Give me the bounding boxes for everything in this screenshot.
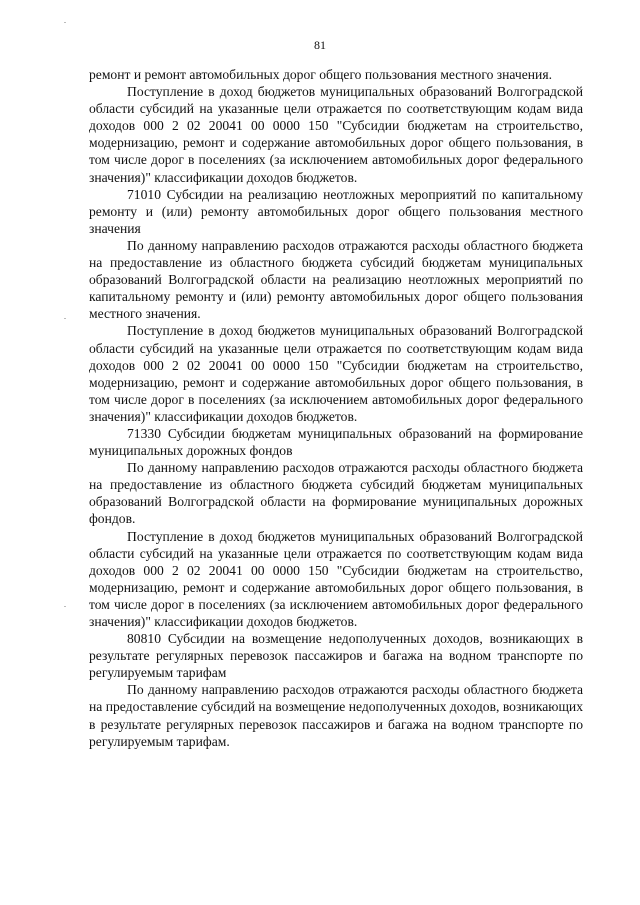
paragraph: Поступление в доход бюджетов муниципальных образований Волгоградской области субсидий на указанные цели отражается по соответствующим кодам вида доходов 000 2 02 20041 00 0000 150 "Субсидии бюджетам на строительство, модернизацию, ремонт и содержание автомобильных дорог общего пользования, в том числе дорог в поселениях (за исключением автомобильных дорог федерального значения)" классификации доходов бюджетов. xyxy=(89,323,583,424)
section-heading: 71330 Субсидии бюджетам муниципальных образований на формирование муниципальных дорожных фондов xyxy=(89,425,583,459)
scan-mark xyxy=(64,318,66,319)
paragraph: ремонт и ремонт автомобильных дорог общего пользования местного значения. xyxy=(89,67,552,82)
section-heading: 71010 Субсидии на реализацию неотложных мероприятий по капитальному ремонту и (или) ремонту автомобильных дорог общего пользования местного значения xyxy=(89,186,583,236)
scan-mark xyxy=(64,606,66,607)
paragraph: По данному направлению расходов отражаются расходы областного бюджета на предоставление из областного бюджета субсидий бюджетам муниципальных образований Волгоградской области на формирование муниципальных дорожных фондов. xyxy=(89,460,583,527)
paragraph: Поступление в доход бюджетов муниципальных образований Волгоградской области субсидий на указанные цели отражается по соответствующим кодам вида доходов 000 2 02 20041 00 0000 150 "Субсидии бюджетам на строительство, модернизацию, ремонт и содержание автомобильных дорог общего пользования, в том числе дорог в поселениях (за исключением автомобильных дорог федерального значения)" классификации доходов бюджетов. xyxy=(89,84,583,185)
document-body xyxy=(89,66,583,750)
section-heading: 80810 Субсидии на возмещение недополученных доходов, возникающих в результате регулярных перевозок пассажиров и багажа на водном транспорте по регулируемым тарифам xyxy=(89,631,583,681)
scan-mark xyxy=(64,22,66,23)
paragraph: По данному направлению расходов отражаются расходы областного бюджета на предоставление из областного бюджета субсидий бюджетам муниципальных образований Волгоградской области на реализацию неотложных мероприятий по капитальному ремонту и (или) ремонту автомобильных дорог общего пользования местного значения. xyxy=(89,237,583,322)
paragraph: По данному направлению расходов отражаются расходы областного бюджета на предоставление субсидий на возмещение недополученных доходов, возникающих в результате регулярных перевозок пассажиров и багажа на водном транспорте по регулируемым тарифам. xyxy=(89,682,583,749)
paragraph: Поступление в доход бюджетов муниципальных образований Волгоградской области субсидий на указанные цели отражается по соответствующим кодам вида доходов 000 2 02 20041 00 0000 150 "Субсидии бюджетам на строительство, модернизацию, ремонт и содержание автомобильных дорог общего пользования, в том числе дорог в поселениях (за исключением автомобильных дорог федерального значения)" классификации доходов бюджетов. xyxy=(89,528,583,629)
page-number: 81 xyxy=(314,38,326,52)
